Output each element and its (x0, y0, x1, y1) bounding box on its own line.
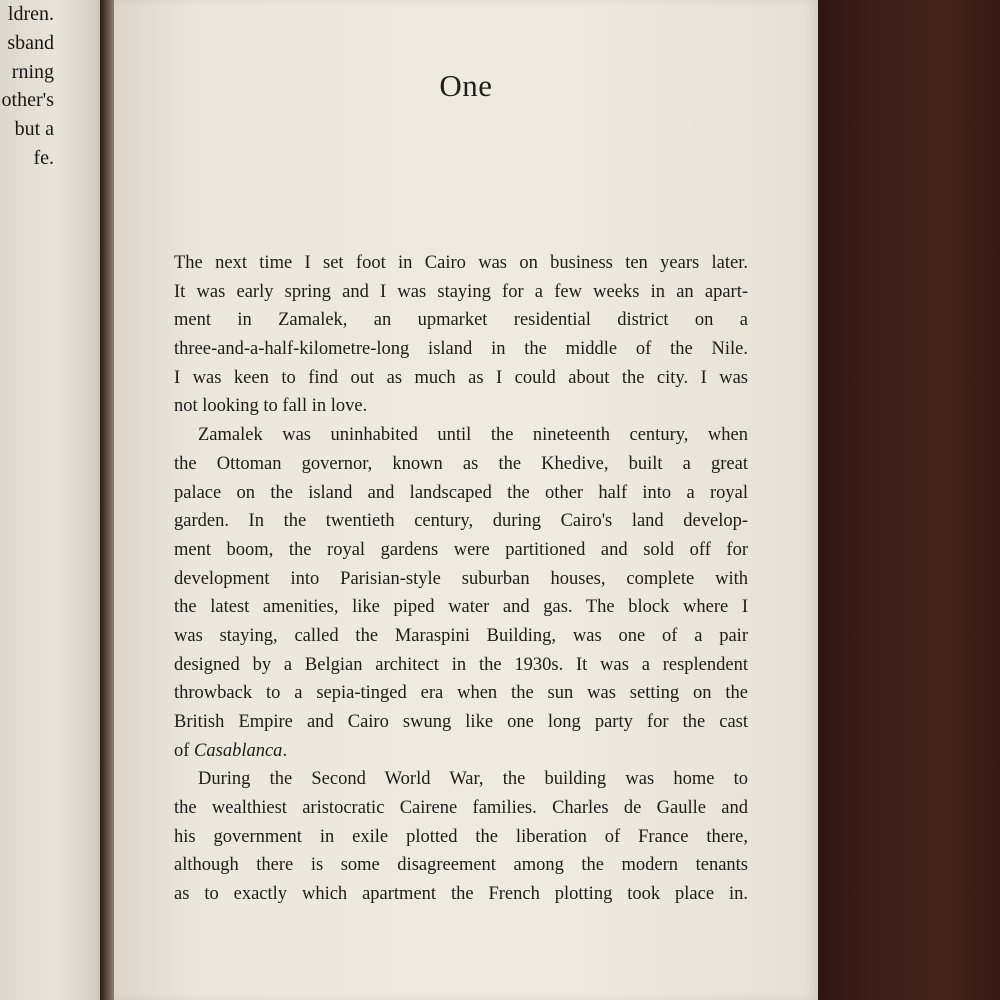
text-line (174, 737, 748, 766)
text-line: the Ottoman governor, known as the Khedive, built a great (174, 453, 748, 474)
text-line: I was keen to find out as much as I could about the city. I was (174, 367, 748, 388)
chapter-title: One (439, 68, 493, 103)
text-line: development into Parisian-style suburban houses, complete with (174, 568, 748, 589)
text-line: Zamalek was uninhabited until the nineteenth century, when (198, 425, 748, 446)
left-facing-page (0, 0, 108, 1000)
text-line: garden. In the twentieth century, during Cairo's land develop- (174, 511, 748, 532)
left-page-text (2, 0, 54, 173)
text-line: throwback to a sepia-tinged era when the sun was setting on the (174, 683, 748, 704)
text-line: designed by a Belgian architect in the 1930s. It was a resplendent (174, 654, 748, 675)
left-page-line: but a (14, 118, 54, 141)
left-page-line: sband (7, 31, 54, 54)
text-fragment: of (174, 740, 195, 761)
book-page (114, 0, 818, 1000)
left-page-line: fe. (33, 146, 54, 169)
left-page-line: other's (1, 89, 54, 112)
text-fragment: . (282, 740, 288, 761)
text-line: During the Second World War, the building was home to (198, 769, 748, 790)
text-line: although there is some disagreement among the modern tenants (174, 855, 748, 876)
text-line: The next time I set foot in Cairo was on business ten years later. (174, 253, 748, 273)
text-line: three-and-a-half-kilometre-long island in the middle of the Nile. (174, 339, 748, 360)
text-line: his government in exile plotted the liberation of France there, (174, 826, 748, 847)
text-line: not looking to fall in love. (174, 396, 368, 417)
book-title-italic: Casablanca (194, 740, 283, 761)
text-line: palace on the island and landscaped the other half into a royal (174, 482, 748, 503)
wooden-surface (812, 0, 1000, 1000)
left-page-line: rning (11, 60, 54, 83)
text-line: It was early spring and I was staying for a few weeks in an apart- (174, 281, 748, 302)
text-line: British Empire and Cairo swung like one long party for the cast (174, 712, 748, 732)
text-line: the wealthiest aristocratic Cairene families. Charles de Gaulle and (174, 798, 748, 819)
chapter-body (174, 249, 748, 909)
text-line: as to exactly which apartment the French plotting took place in. (174, 884, 748, 905)
text-line: ment boom, the royal gardens were partitioned and sold off for (174, 539, 748, 560)
text-line: the latest amenities, like piped water and gas. The block where I (174, 597, 748, 618)
text-line: was staying, called the Maraspini Building, was one of a pair (174, 625, 748, 646)
left-page-line: ldren. (7, 3, 54, 25)
text-line: ment in Zamalek, an upmarket residential district on a (174, 310, 748, 331)
